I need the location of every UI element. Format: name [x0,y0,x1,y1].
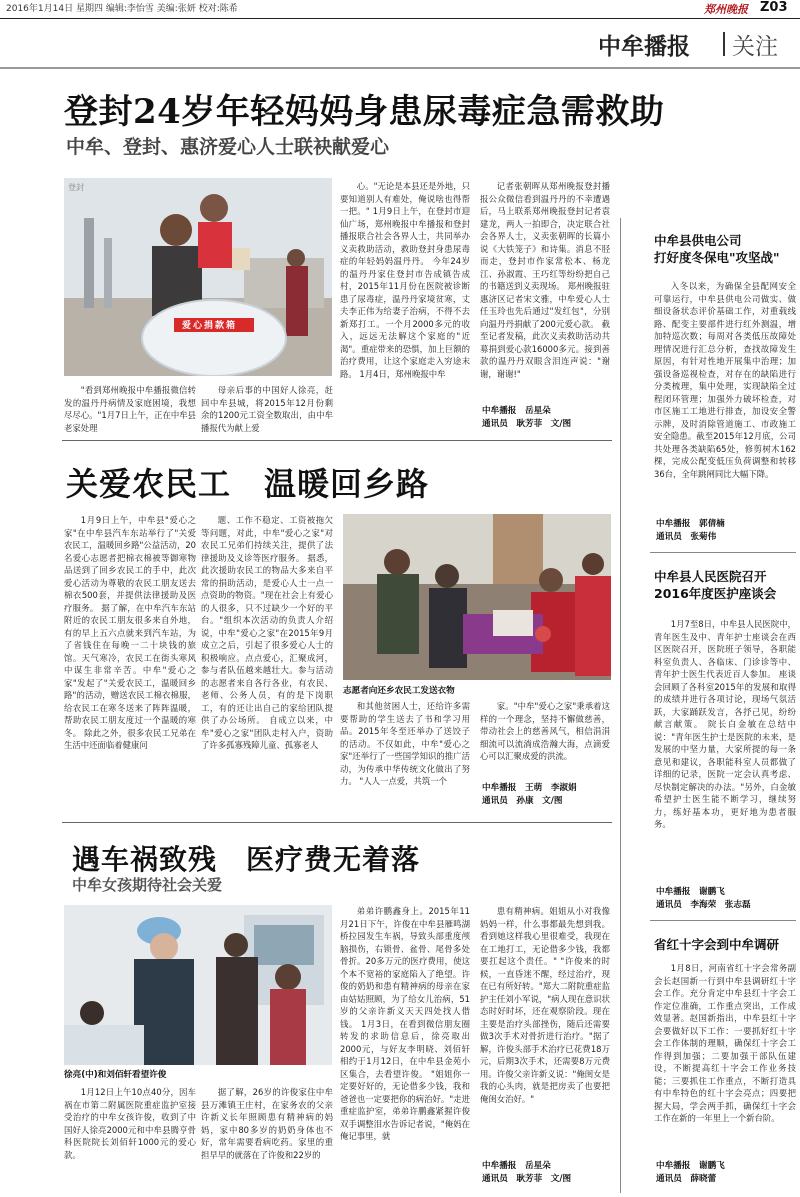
article3-subtitle: 中牟女孩期待社会关爱 [72,876,223,894]
article3-title: 遇车祸致残 医疗费无着落 [72,843,421,876]
sidebar-item3-title: 省红十字会到中牟调研 [654,937,780,952]
header-weekday: 星期四 [75,4,103,14]
article3-col1: 1月12日上午10点40分，因车祸在市第二附属医院重症监护室接受治疗的中牟女孩许俊，收到了中国好人徐亮2000元和中牟县腾亨骨科医院院长刘佰轩1000元的爱心款。 [64,1087,196,1160]
sidebar-item3-byline: 中牟播报 谢鹏飞 通讯员 薛晓蕾 [656,1161,725,1184]
article2-col1: 1月9日上午，中牟县"爱心之家"在中牟县汽车东站举行了"关爱农民工，温暖回乡路"公益活动，20名爱心志愿者把棉衣棉被等御寒物品送到了回乡农民工的手中，此次爱心活动为尊敬的农民工朋友送去棉衣500套，并提供法律援助及医疗服务。 据了解，在中牟汽车东站附近的农民工朋友很多来自外地，有的早上五六点就来到汽车站，为了省钱住在每晚一二十块钱的旅馆。天气寒冷，农民工在街头寒风中谋生非常辛苦。中牟"爱心之家"发起了"关爱农民工，温暖回乡路"的活动，赠送农民工棉衣棉服，给农民工在寒冬送来了阵阵温暖，帮助农民工朋友度过一个温暖的寒冬。 除此之外，很多农民工兄弟在生活中还面临着健康问 [64,515,196,750]
sidebar-item3-body: 1月8日，河南省红十字会常务副会长赵国新一行到中牟县调研红十字会工作。充分肯定中牟县红十字会工作定位准确，工作重点突出，工作成效显著。赵国新指出，中牟县红十字会要做好以下工作：一要抓好红十字会工作体制的理顺，确保红十字会工作得到加强；二要加强干部队伍建设，不断提高红十字会工作业务技能；三要抓住工作重点，不断打造具有中牟特色的红十字会亮点；四要把握大局，学会两手抓，确保红十字会工作在新的一年里上一个新台阶。 [654,963,796,1123]
sidebar-item1-title: 中牟县供电公司 打好度冬保电"攻坚战" [654,233,780,265]
sidebar-item2-byline: 中牟播报 谢鹏飞 通讯员 李海荣 张志磊 [656,887,751,910]
article2-col2: 题、工作不稳定、工资被拖欠等问题，对此，中牟"爱心之家"对农民工兄弟们持续关注，提供了法律援助及义诊等医疗服务。 据悉，此次援助农民工的物品大多来自平常的捐助活动，是爱心人士一点一点资助的物资。"现在社会上有爱心的人很多，只不过缺少一个好的平台。"组织本次活动的负责人介绍说，中牟"爱心之家"在2015年9月成立之后，引起了很多爱心人士的积极响应。点点爱心，汇聚成河，参与者队伍越来越壮大。参与活动的志愿者来自各行各业，有农民、老师、公务人员，有的是下岗职工，有的还让出自己的家给团队提供了办公场所。 自成立以来，中牟"爱心之家"团队走村入户，资助了许多孤寡残障儿童、孤寡老人 [201,515,333,750]
paper-logo: 郑州晚报 [704,3,748,16]
sidebar-item1-body: 入冬以来，为确保全县配网安全可靠运行，中牟县供电公司做实、做细设备状态评价基础工作，对重载线路、配变主要部件进行红外测温，增加特巡次数；每周对各类低压故障处理情况进行汇总分析，查找故障发生原因，有针对性地开展集中治理；加强设备巡视检查，对存在的缺陷进行分类梳理，集中处理，实现缺陷全过程闭环管理；加强外力破坏检查，对市区施工工地进行排查，加设安全警示牌，及时消除管道施工、市政施工安全隐患。截至2015年12月底，公司共处理各类缺陷65处，修剪树木162棵，完成公配变低压负荷调整和转移36台，全年跳闸同比大幅下降。 [654,281,796,479]
article3-byline: 中牟播报 岳星朵 通讯员 耿芳菲 文/图 [482,1161,572,1184]
divider-1 [62,440,612,441]
photo-label: 登封 [68,183,84,192]
article3-photo [64,905,332,1065]
section-sub: 关注 [732,34,778,60]
sidebar-divider [620,218,621,1193]
section-divider [723,32,725,56]
photo-box-text: 爱心捐款箱 [182,321,238,331]
header-rule [0,18,800,19]
article3-col3: 弟弟许鹏鑫身上。2015年11月21日下午，许俊在中牟县雁鸣湖桥拉园发生车祸，导致头部重度颅脑损伤，右锁骨、盆骨、尾骨多处骨折。20多万元的医疗费用，使这个本不宽裕的家庭陷入了绝望。许俊的奶奶和患有精神病的母亲在家由姑姑照顾，为了给女儿治病，51岁的父亲许新义天天四处找人借钱。 1月3日，在看到微信朋友圈转发的求助信息后，徐亮取出2000元，与好友李明晓、刘佰轩相约于1月12日，在中牟县金苑小区集合，去看望许俊。 "姐姐你一定要好好的，无论借多少钱，我和爸爸也一定要把你的病治好。"走进重症监护室，弟弟许鹏鑫紧握许俊双手调整泪水告诉记者说，"俺妈在俺记事里，就 [340,906,470,1141]
header-editor: 编辑:李怡雪 [105,4,154,14]
page-number: Z03 [760,0,788,15]
sidebar-rule-2 [650,920,796,921]
article1-title: 登封24岁年轻妈妈身患尿毒症急需救助 [64,92,665,132]
header-info [6,3,238,15]
header-art: 美编:张妍 [156,4,196,14]
article1-col2: 母亲后事的中国好人徐亮，赶回中牟县城，将2015年12月份剩余的1200元工资全数取出，由中牟播报代为献上爱 [201,385,333,433]
sidebar-item2-body: 1月7至8日，中牟县人民医院中，青年医生及中、青年护士座谈会在西区医院召开，医院班子领导，各职能科室负责人、各临床、门诊诊等中、青年护士医生代表近百人参加。 座谈会回顾了各科室2015年的发展和取得的成绩并进行各项讨论，现场气氛活跃，大家踊跃发言，各抒己见，纷纷献言献策。 院长白金敏在总结中说："青年医生护士是医院的未来，是发展的中坚力量，大家所提的每一条意见和建议，各职能科室人员都做了详细的记录，医院一定会认真考虑、尽快制定解决的办法。"另外，白金敏希望护士医生能不断学习，继续努力，练好基本功，更好地为患者服务。 [654,619,796,829]
article1-col3: 心。"无论是本县还是外地，只要知道别人有难处，俺说啥也得帮一把。" 1月9日上午，在登封市迎仙广场，郑州晚报中牟播报和登封播报联合社会各界人士，共同举办义卖救助活动，救助登封身患尿毒症的年轻妈妈温丹丹。 今年24岁的温丹丹家住登封市告成镇告成村，2015年11月份在医院被诊断患了尿毒症，温丹丹家境贫寒，丈夫李正伟为给妻子治病，不得不去新郑打工。一个月2000多元的收入，远远无法解这个家庭的"近渴"。重症带来的恐惧，加上巨额的治疗费用，让这个家庭走入穷途末路。 1月4日，郑州晚报中牟 [340,181,470,379]
header-proof: 校对:陈希 [198,4,238,14]
article2-col3: 和其他贫困人士，还给许多需要帮助的学生送去了书和学习用品。2015年冬至还举办了送饺子的活动。不仅如此，中牟"爱心之家"还举行了一些国学知识的推广活动，为传承中华传统文化做出了努力。 "人人一点爱，共筑一个 [340,701,470,786]
sidebar-item2-title: 中牟县人民医院召开 2016年度医护座谈会 [654,569,777,601]
article3-col4: 患有精神病。姐姐从小对我像妈妈一样，什么事都最先想到我。看到她这样我心里很难受，我现在在工地打工，无论借多少钱，我都要扛起这个责任。" "许俊来的时候，一直昏迷不醒，经过治疗，现在已有所好转。"郑大二附院重症监护主任刘小军说，"病人现在意识状态时好时坏，还在观察阶段。现在主要是治疗头部挫伤，随后还需要做3次手术对骨折进行治疗。"据了解，许俊头部手术治疗已花费18万元，后期3次手术，还需要8万元费用。许俊父亲许新义说："俺闺女是我的心头肉，就是把房卖了也要把俺闺女治好。" [480,906,610,1104]
article2-caption: 志愿者向还乡农民工发送衣物 [343,686,455,696]
sidebar-item1-byline: 中牟播报 郭倩楠 通讯员 张菊伟 [656,519,725,542]
article2-col4: 家。"中牟"爱心之家"秉承着这样的一个理念，坚持不懈做慈善，带动社会上的慈善风气，相信涓涓细流可以流淌成浩瀚大海，点滴爱心可以汇聚成爱的洪流。 [480,701,610,761]
header-date: 2016年1月14日 [6,4,74,14]
section-rule [0,67,800,69]
article1-col1: "看到郑州晚报中牟播报微信转发的温丹丹病情及家庭困境，我想尽尽心。"1月7日上午，正在中牟县老家处理 [64,385,196,433]
article2-title: 关爱农民工 温暖回乡路 [66,465,430,503]
article1-byline: 中牟播报 岳星朵 通讯员 耿芳菲 文/图 [482,406,572,429]
divider-2 [62,822,612,823]
article1-col4: 记者张朝晖从郑州晚报登封播报公众微信看到温丹丹的不幸遭遇后，马上联系郑州晚报登封记者袁建龙，两人一拍即合，决定联合社会各界人士，义卖张朝晖的长篇小说《大铁笼子》和诗集。消息不胫而走，登封市作家常松本、杨龙江、孙淑霞、王巧红等纷纷把自己的书籍送到义卖现场。 郑州晚报驻惠济区记者宋文雅，中牟爱心人士任玉玲也先后通过"发红包"，分别向温丹丹捐献了200元爱心款。 截至记者发稿，此次义卖救助活动共募捐到爱心款16000多元。接到善款的温丹丹双眼含泪连声说："谢谢，谢谢!" [480,181,610,379]
article2-byline: 中牟播报 王萌 李淑娟 通讯员 孙康 文/图 [482,783,577,806]
sidebar-rule-1 [650,552,796,553]
article1-subtitle: 中牟、登封、惠济爱心人士联袂献爱心 [66,136,390,158]
article3-caption: 徐亮(中)和刘佰轩看望许俊 [64,1070,167,1080]
article1-photo [64,178,332,376]
article2-photo [343,514,611,680]
section-name: 中牟播报 [598,34,690,60]
article3-col2: 据了解，26岁的许俊家住中牟县万滩镇王庄村，在家务农的父亲许新义长年照顾患有精神病的妈妈，家中80多岁的奶奶身体也不好，常年需要看病吃药。家里的重担早早的就落在了许俊和22岁的 [201,1087,333,1160]
